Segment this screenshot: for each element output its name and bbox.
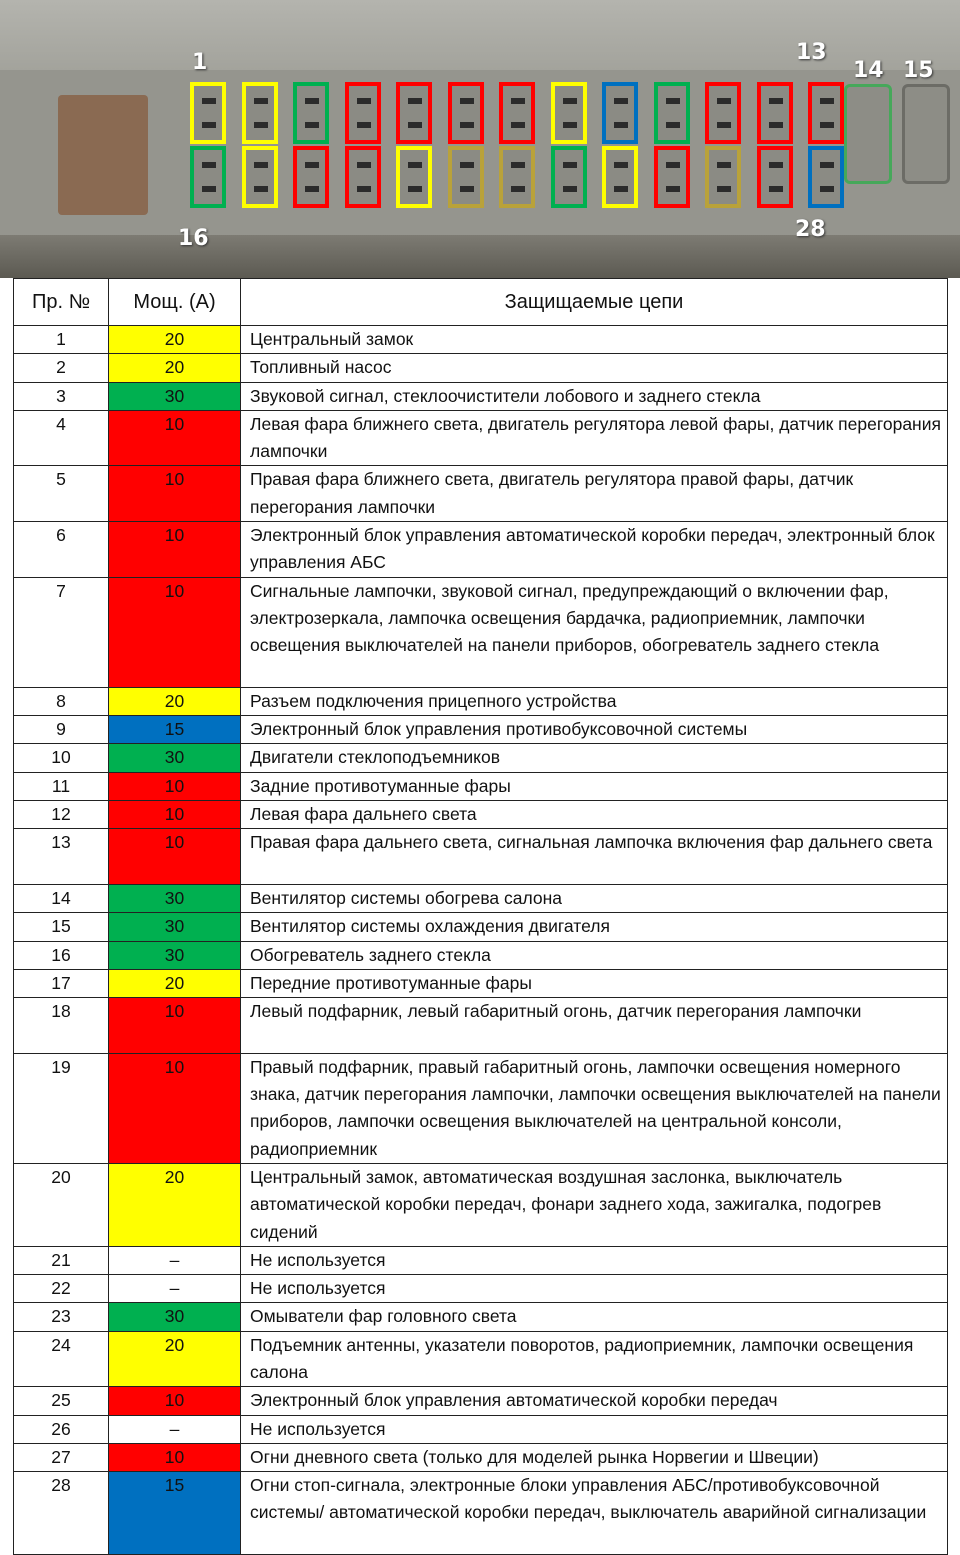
fuse-amperage: 10 xyxy=(109,801,241,829)
fuse-amperage: 10 xyxy=(109,772,241,800)
fuse-circuits: Левая фара дальнего света xyxy=(241,801,948,829)
fuse-slot-12 xyxy=(757,82,793,144)
fuse-circuits: Вентилятор системы обогрева салона xyxy=(241,884,948,912)
fuse-number: 13 xyxy=(14,829,109,885)
photo-label-fuse-28: 28 xyxy=(795,217,826,242)
fuse-amperage: 10 xyxy=(109,577,241,687)
fuse-circuits: Электронный блок управления автоматической коробки передач, электронный блок управления АБС xyxy=(241,522,948,578)
fuse-amperage: 20 xyxy=(109,354,241,382)
fuse-number: 22 xyxy=(14,1275,109,1303)
fuse-number: 23 xyxy=(14,1303,109,1331)
fuse-circuits: Не используется xyxy=(241,1275,948,1303)
fuse-slot-4 xyxy=(345,82,381,144)
fuse-circuits: Не используется xyxy=(241,1246,948,1274)
fuse-circuits: Передние противотуманные фары xyxy=(241,969,948,997)
fuse-amperage: – xyxy=(109,1415,241,1443)
fuse-circuits: Задние противотуманные фары xyxy=(241,772,948,800)
fuse-slot-26 xyxy=(705,146,741,208)
fuse-number: 9 xyxy=(14,716,109,744)
fuse-slot-17 xyxy=(242,146,278,208)
fuse-number: 17 xyxy=(14,969,109,997)
fuse-number: 27 xyxy=(14,1443,109,1471)
fuse-circuits: Звуковой сигнал, стеклоочистители лобового и заднего стекла xyxy=(241,382,948,410)
fuse-amperage: 20 xyxy=(109,326,241,354)
fuse-box-connector-cutout xyxy=(58,95,148,215)
fuse-circuits: Правый подфарник, правый габаритный огонь, лампочки освещения номерного знака, датчик перегорания лампочки, лампочки освещения выключателей на панели приборов, лампочки освещения выключателей на центральной консоли, радиоприемник xyxy=(241,1053,948,1163)
fuse-slot-23 xyxy=(551,146,587,208)
fuse-slot-6 xyxy=(448,82,484,144)
fuse-slot-20 xyxy=(396,146,432,208)
fuse-number: 25 xyxy=(14,1387,109,1415)
fuse-number: 19 xyxy=(14,1053,109,1163)
table-row xyxy=(14,884,948,912)
table-row xyxy=(14,1303,948,1331)
fuse-box-photo xyxy=(0,0,960,278)
fuse-slot-5 xyxy=(396,82,432,144)
fuse-circuits: Не используется xyxy=(241,1415,948,1443)
fuse-slot-28 xyxy=(808,146,844,208)
fuse-slot-7 xyxy=(499,82,535,144)
fuse-amperage: 10 xyxy=(109,466,241,522)
fuse-circuits: Подъемник антенны, указатели поворотов, радиоприемник, лампочки освещения салона xyxy=(241,1331,948,1387)
fuse-slot-9 xyxy=(602,82,638,144)
fuse-number: 2 xyxy=(14,354,109,382)
fuse-slot-8 xyxy=(551,82,587,144)
table-row xyxy=(14,410,948,466)
table-row xyxy=(14,687,948,715)
fuse-number: 7 xyxy=(14,577,109,687)
fuse-circuits: Электронный блок управления автоматической коробки передач xyxy=(241,1387,948,1415)
fuse-slot-18 xyxy=(293,146,329,208)
photo-label-fuse-16: 16 xyxy=(178,226,209,251)
fuse-amperage: 30 xyxy=(109,884,241,912)
fuse-circuits: Сигнальные лампочки, звуковой сигнал, предупреждающий о включении фар, электрозеркала, лампочка освещения бардачка, радиоприемник, лампочки освещения выключателей на панели приборов, обогреватель заднего стекла xyxy=(241,577,948,687)
fuse-slot-25 xyxy=(654,146,690,208)
fuse-amperage: 10 xyxy=(109,410,241,466)
fuse-amperage: 20 xyxy=(109,687,241,715)
fuse-number: 15 xyxy=(14,913,109,941)
table-row xyxy=(14,801,948,829)
fuse-amperage: 20 xyxy=(109,1331,241,1387)
photo-label-relay-14: 14 xyxy=(853,58,884,83)
table-row xyxy=(14,1246,948,1274)
fuse-amperage: 20 xyxy=(109,969,241,997)
table-header-row xyxy=(14,279,948,326)
fuse-number: 18 xyxy=(14,998,109,1054)
fuse-circuits: Огни стоп-сигнала, электронные блоки управления АБС/противобуксовочной системы/ автоматической коробки передач, выключатель аварийной сигнализации xyxy=(241,1472,948,1555)
table-row xyxy=(14,1415,948,1443)
table-row xyxy=(14,354,948,382)
fuse-circuits: Правая фара дальнего света, сигнальная лампочка включения фар дальнего света xyxy=(241,829,948,885)
fuse-table xyxy=(13,278,948,1555)
fuse-circuits: Левая фара ближнего света, двигатель регулятора левой фары, датчик перегорания лампочки xyxy=(241,410,948,466)
relay-slot-15 xyxy=(902,84,950,184)
fuse-slot-22 xyxy=(499,146,535,208)
fuse-slot-2 xyxy=(242,82,278,144)
fuse-slot-19 xyxy=(345,146,381,208)
table-row xyxy=(14,716,948,744)
fuse-amperage: 10 xyxy=(109,998,241,1054)
fuse-number: 10 xyxy=(14,744,109,772)
fuse-circuits: Омыватели фар головного света xyxy=(241,1303,948,1331)
fuse-number: 24 xyxy=(14,1331,109,1387)
fuse-table-body xyxy=(14,326,948,1555)
table-row xyxy=(14,829,948,885)
fuse-amperage: 30 xyxy=(109,744,241,772)
fuse-slot-16 xyxy=(190,146,226,208)
table-row xyxy=(14,744,948,772)
fuse-slot-21 xyxy=(448,146,484,208)
table-row xyxy=(14,969,948,997)
fuse-amperage: 30 xyxy=(109,913,241,941)
table-row xyxy=(14,1443,948,1471)
fuse-amperage: 15 xyxy=(109,1472,241,1555)
fuse-number: 8 xyxy=(14,687,109,715)
table-row xyxy=(14,913,948,941)
fuse-amperage: 10 xyxy=(109,1387,241,1415)
fuse-amperage: 10 xyxy=(109,522,241,578)
fuse-amperage: 20 xyxy=(109,1163,241,1246)
table-row xyxy=(14,1387,948,1415)
fuse-circuits: Левый подфарник, левый габаритный огонь, датчик перегорания лампочки xyxy=(241,998,948,1054)
fuse-amperage: 10 xyxy=(109,829,241,885)
fuse-circuits: Центральный замок xyxy=(241,326,948,354)
fuse-number: 12 xyxy=(14,801,109,829)
fuse-slot-10 xyxy=(654,82,690,144)
fuse-slot-1 xyxy=(190,82,226,144)
fuse-circuits: Вентилятор системы охлаждения двигателя xyxy=(241,913,948,941)
fuse-slot-24 xyxy=(602,146,638,208)
fuse-circuits: Обогреватель заднего стекла xyxy=(241,941,948,969)
photo-label-fuse-13: 13 xyxy=(796,40,827,65)
fuse-number: 28 xyxy=(14,1472,109,1555)
fuse-circuits: Двигатели стеклоподъемников xyxy=(241,744,948,772)
fuse-circuits: Правая фара ближнего света, двигатель регулятора правой фары, датчик перегорания лампочки xyxy=(241,466,948,522)
fuse-number: 16 xyxy=(14,941,109,969)
header-amperage: Мощ. (А) xyxy=(109,279,241,326)
table-row xyxy=(14,466,948,522)
fuse-number: 14 xyxy=(14,884,109,912)
fuse-amperage: – xyxy=(109,1275,241,1303)
photo-label-relay-15: 15 xyxy=(903,58,934,83)
table-row xyxy=(14,1163,948,1246)
relay-slot-14 xyxy=(844,84,892,184)
fuse-amperage: – xyxy=(109,1246,241,1274)
table-row xyxy=(14,522,948,578)
table-row xyxy=(14,941,948,969)
fuse-slot-3 xyxy=(293,82,329,144)
table-row xyxy=(14,1275,948,1303)
fuse-amperage: 30 xyxy=(109,382,241,410)
table-row xyxy=(14,1472,948,1555)
fuse-amperage: 30 xyxy=(109,941,241,969)
fuse-number: 3 xyxy=(14,382,109,410)
header-number: Пр. № xyxy=(14,279,109,326)
table-row xyxy=(14,1331,948,1387)
fuse-slot-13 xyxy=(808,82,844,144)
fuse-number: 4 xyxy=(14,410,109,466)
fuse-number: 11 xyxy=(14,772,109,800)
fuse-number: 21 xyxy=(14,1246,109,1274)
table-row xyxy=(14,1053,948,1163)
fuse-circuits: Огни дневного света (только для моделей рынка Норвегии и Швеции) xyxy=(241,1443,948,1471)
table-row xyxy=(14,382,948,410)
fuse-number: 20 xyxy=(14,1163,109,1246)
fuse-circuits: Центральный замок, автоматическая воздушная заслонка, выключатель автоматической коробки передач, фонари заднего хода, зажигалка, подогрев сидений xyxy=(241,1163,948,1246)
fuse-amperage: 15 xyxy=(109,716,241,744)
fuse-amperage: 10 xyxy=(109,1443,241,1471)
fuse-slot-27 xyxy=(757,146,793,208)
fuse-circuits: Разъем подключения прицепного устройства xyxy=(241,687,948,715)
photo-label-fuse-1: 1 xyxy=(192,50,208,75)
fuse-number: 26 xyxy=(14,1415,109,1443)
fuse-amperage: 30 xyxy=(109,1303,241,1331)
table-row xyxy=(14,998,948,1054)
table-row xyxy=(14,577,948,687)
fuse-circuits: Топливный насос xyxy=(241,354,948,382)
fuse-number: 5 xyxy=(14,466,109,522)
fuse-slot-11 xyxy=(705,82,741,144)
table-row xyxy=(14,326,948,354)
fuse-amperage: 10 xyxy=(109,1053,241,1163)
fuse-number: 6 xyxy=(14,522,109,578)
fuse-number: 1 xyxy=(14,326,109,354)
header-circuits: Защищаемые цепи xyxy=(241,279,948,326)
fuse-circuits: Электронный блок управления противобуксовочной системы xyxy=(241,716,948,744)
table-row xyxy=(14,772,948,800)
